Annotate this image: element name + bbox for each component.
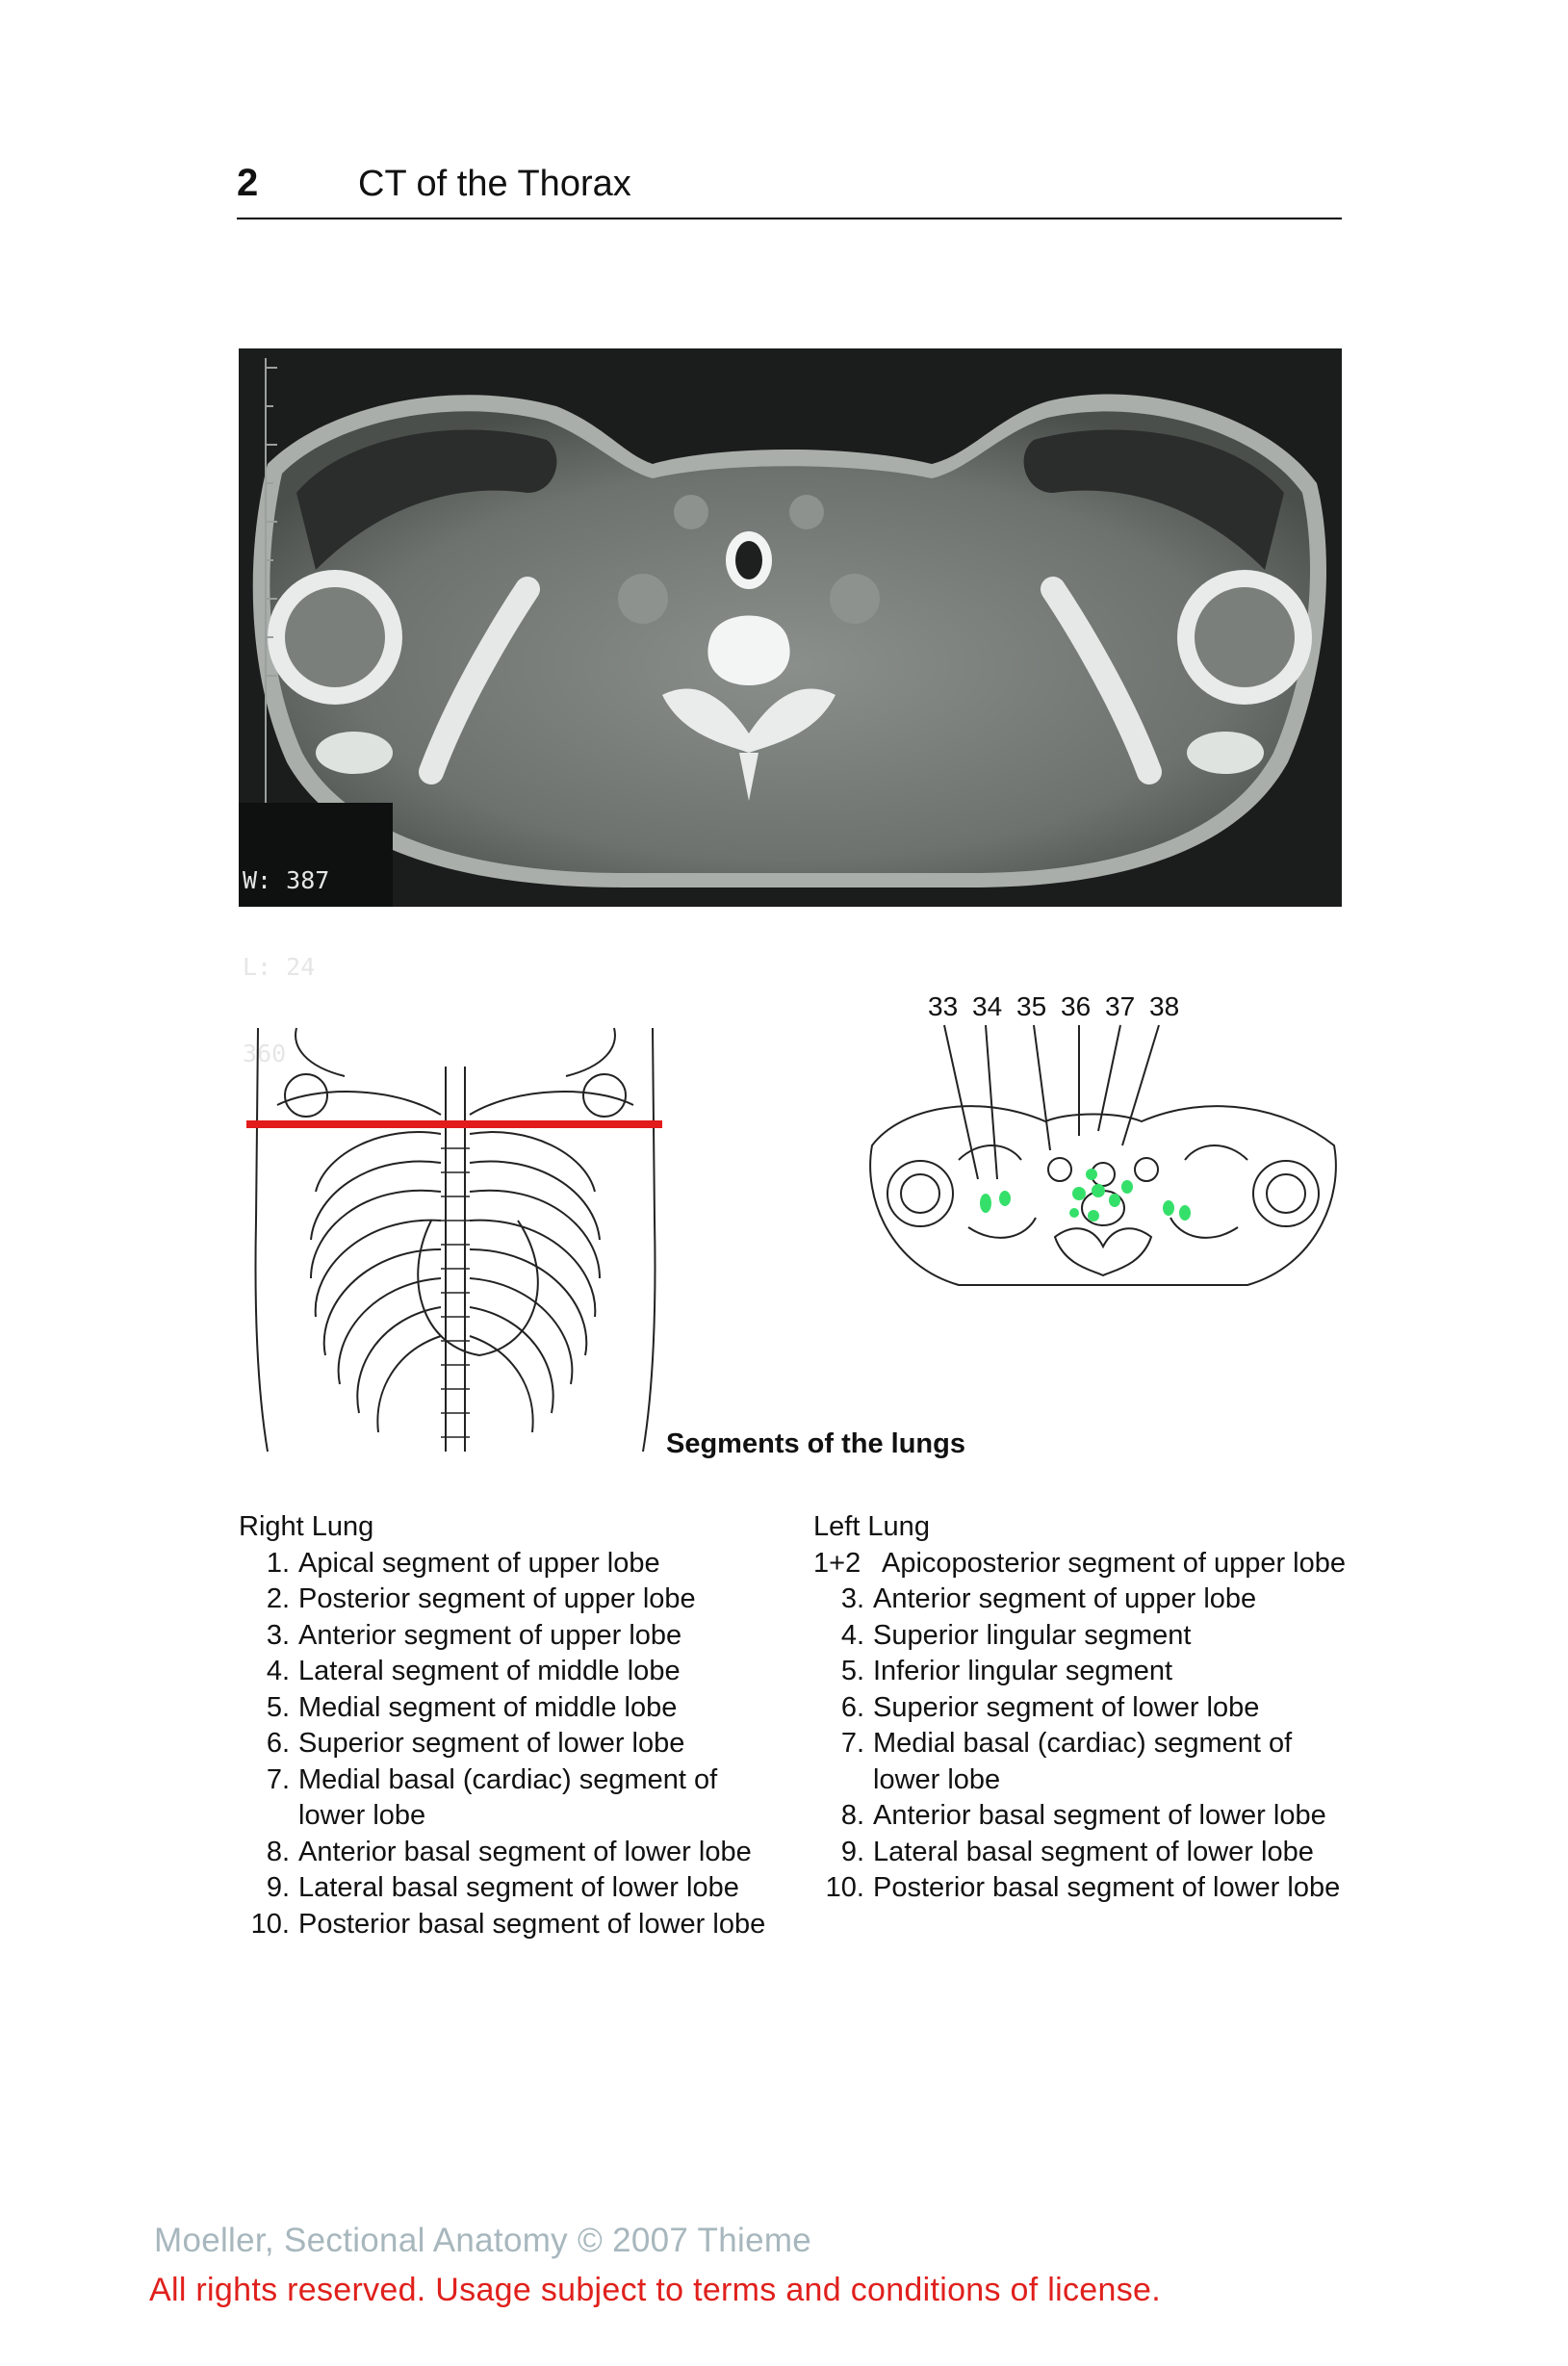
list-item xyxy=(239,1835,778,1871)
left-lung-list xyxy=(813,1509,1352,1907)
right-lung-list xyxy=(239,1509,778,1942)
item-number: 7. xyxy=(266,1763,290,1795)
item-text: Superior segment of lower lobe xyxy=(298,1728,685,1759)
item-number: 3. xyxy=(266,1619,290,1651)
item-number: 4. xyxy=(840,1619,864,1651)
ref-number-34: 34 xyxy=(972,991,1003,1021)
ct-slice-number: 360 xyxy=(243,1040,287,1067)
list-item xyxy=(813,1690,1352,1727)
item-number: 5. xyxy=(266,1691,290,1723)
item-text: Lateral segment of middle lobe xyxy=(298,1656,681,1686)
item-text: Medial segment of middle lobe xyxy=(298,1691,678,1723)
item-number: 6. xyxy=(840,1691,864,1723)
list-item xyxy=(813,1582,1352,1618)
item-number: 8. xyxy=(266,1836,290,1867)
ct-window-level: L: 24 xyxy=(243,953,316,981)
chapter-number: 2 xyxy=(237,162,259,204)
item-text: Superior segment of lower lobe xyxy=(873,1691,1260,1723)
list-item xyxy=(813,1835,1352,1871)
item-number: 1+2 xyxy=(813,1547,861,1579)
item-number: 4. xyxy=(266,1656,290,1686)
list-item xyxy=(813,1870,1352,1907)
ct-scan-graphic xyxy=(239,348,1342,907)
item-text: Anterior segment of upper lobe xyxy=(873,1583,1257,1614)
item-text: Anterior segment of upper lobe xyxy=(298,1619,682,1651)
item-text: Posterior basal segment of lower lobe xyxy=(298,1908,766,1940)
rights-notice: All rights reserved. Usage subject to terms and conditions of license. xyxy=(149,2272,1161,2308)
item-number: 1. xyxy=(266,1547,290,1579)
running-header xyxy=(237,154,1342,219)
chapter-title: CT of the Thorax xyxy=(358,164,631,204)
list-item xyxy=(239,1690,778,1727)
item-number: 10. xyxy=(250,1908,290,1940)
item-text: Anterior basal segment of lower lobe xyxy=(298,1836,752,1867)
item-number: 7. xyxy=(840,1728,864,1759)
ref-number-33: 33 xyxy=(928,991,959,1021)
item-number: 2. xyxy=(266,1583,290,1614)
list-item xyxy=(239,1582,778,1618)
list-item xyxy=(813,1798,1352,1835)
item-text: Medial basal (cardiac) segment of lower lobe xyxy=(873,1728,1293,1795)
list-item xyxy=(239,1907,778,1943)
item-text: Posterior basal segment of lower lobe xyxy=(873,1872,1341,1903)
item-text: Posterior segment of upper lobe xyxy=(298,1583,696,1614)
list-item xyxy=(813,1618,1352,1655)
list-item xyxy=(239,1618,778,1655)
item-number: 6. xyxy=(266,1728,290,1759)
right-lung-heading: Right Lung xyxy=(239,1511,374,1542)
item-text: Lateral basal segment of lower lobe xyxy=(873,1836,1314,1867)
list-item xyxy=(239,1546,778,1582)
item-text: Lateral basal segment of lower lobe xyxy=(298,1872,739,1903)
list-item xyxy=(239,1762,778,1835)
item-text: Apicoposterior segment of upper lobe xyxy=(882,1547,1347,1579)
ref-number-36: 36 xyxy=(1061,991,1092,1021)
figure-caption: Segments of the lungs xyxy=(666,1428,965,1459)
crosssection-diagram xyxy=(862,987,1344,1295)
item-number: 10. xyxy=(825,1872,864,1903)
list-item xyxy=(813,1726,1352,1798)
ref-number-38: 38 xyxy=(1149,991,1180,1021)
item-number: 9. xyxy=(266,1872,290,1903)
item-text: Inferior lingular segment xyxy=(873,1656,1173,1686)
list-item xyxy=(813,1546,1352,1582)
item-number: 5. xyxy=(840,1656,864,1686)
item-text: Superior lingular segment xyxy=(873,1619,1192,1651)
copyright-notice: Moeller, Sectional Anatomy © 2007 Thieme xyxy=(154,2222,812,2259)
item-text: Anterior basal segment of lower lobe xyxy=(873,1800,1326,1831)
list-item xyxy=(239,1654,778,1690)
item-text: Apical segment of upper lobe xyxy=(298,1547,660,1579)
item-number: 9. xyxy=(840,1836,864,1867)
thorax-skeleton-diagram xyxy=(239,1028,672,1471)
ct-window-width: W: 387 xyxy=(243,866,330,894)
item-number: 3. xyxy=(840,1583,864,1614)
list-item xyxy=(813,1654,1352,1690)
ref-number-37: 37 xyxy=(1105,991,1136,1021)
list-item xyxy=(239,1870,778,1907)
item-number: 8. xyxy=(840,1800,864,1831)
left-lung-heading: Left Lung xyxy=(813,1511,930,1542)
item-text: Medial basal (cardiac) segment of lower lobe xyxy=(298,1763,718,1831)
list-item xyxy=(239,1726,778,1762)
ref-number-35: 35 xyxy=(1016,991,1047,1021)
